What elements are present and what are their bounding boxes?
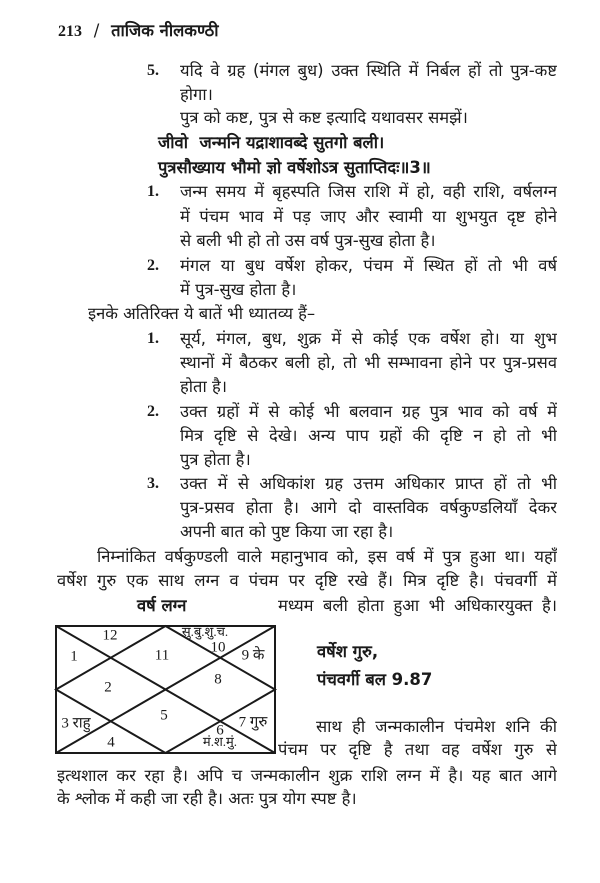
text-line: अपनी बात को पुष्ट किया जा रहा है। <box>180 522 394 541</box>
text-line: यदि वे ग्रह (मंगल बुध) उक्त स्थिति में निर्बल हों तो पुत्र-कष्ट <box>180 61 557 80</box>
header-separator: / <box>93 21 100 40</box>
house-8: 8 <box>214 671 222 688</box>
verse-line: जीवो जन्मनि यद्राशावब्दे सुतगो बली। <box>158 133 385 152</box>
chart-title: वर्ष लग्न <box>137 596 187 615</box>
note-line: पुत्र को कष्ट, पुत्र से कष्ट इत्यादि यथावसर समझें। <box>180 108 468 127</box>
item-number: 2. <box>147 257 159 274</box>
house-4: 4 <box>107 734 115 751</box>
item-number: 1. <box>147 330 159 347</box>
house-5: 5 <box>160 707 168 724</box>
text-line: उक्त में से अधिकांश ग्रह उत्तम अधिकार प्राप्त हों तो भी <box>180 474 557 493</box>
text-line: के श्लोक में कही जा रही है। अतः पुत्र योग स्पष्ट है। <box>57 789 357 808</box>
text-line: सूर्य, मंगल, बुध, शुक्र में से कोई एक वर्षेश हो। या शुभ <box>180 329 557 348</box>
text-line: स्थानों में बैठकर बली हो, तो भी सम्भावना होने पर पुत्र-प्रसव <box>180 353 557 372</box>
item-number: 1. <box>147 183 159 200</box>
side-note-line: वर्षेश गुरु, <box>317 642 379 661</box>
house-6-planets: मं.श.मुं. <box>202 733 238 749</box>
text-line: में पुत्र-सुख होता है। <box>180 280 297 299</box>
text-line: उक्त ग्रहों में से कोई भी बलवान ग्रह पुत्र भाव को वर्ष में <box>180 402 557 421</box>
text-line: इत्थशाल कर रहा है। अपि च जन्मकालीन शुक्र राशि लग्न में है। यह बात आगे <box>57 766 557 785</box>
house-11: 11 <box>154 647 170 664</box>
house-12: 12 <box>102 627 118 644</box>
side-note-line: पंचवर्गी बल 9.87 <box>317 670 433 689</box>
item-number: 3. <box>147 475 159 492</box>
text-line: वर्षेश गुरु एक साथ लग्न व पंचम पर दृष्टि रखे हैं। मित्र दृष्टि है। पंचवर्गी में <box>57 571 557 590</box>
text-line: साथ ही जन्मकालीन पंचमेश शनि की <box>316 717 557 736</box>
book-title: ताजिक नीलकण्ठी <box>111 21 219 40</box>
text-line: मध्यम बली होता हुआ भी अधिकारयुक्त है। <box>278 596 557 615</box>
text-line: निम्नांकित वर्षकुण्डली वाले महानुभाव को, इस वर्ष में पुत्र हुआ था। यहाँ <box>97 547 557 566</box>
text-line: होगा। <box>180 85 213 104</box>
text-line: होता है। <box>180 377 227 396</box>
house-10: 10 <box>210 639 226 656</box>
house-10-planets: सु.बु.शु.चं. <box>181 623 229 639</box>
house-7: 7 गुरु <box>238 714 268 731</box>
house-9: 9 के <box>241 647 265 664</box>
house-1: 1 <box>70 648 78 665</box>
verse-line: पुत्रसौख्याय भौमो ज्ञो वर्षेशोऽत्र सुताप्तिदः॥3॥ <box>158 158 431 177</box>
text-line: पुत्र होता है। <box>180 450 251 469</box>
item-number: 2. <box>147 403 159 420</box>
house-3: 3 राहु <box>61 715 91 732</box>
text-line: पुत्र-प्रसव होता है। आगे दो वास्तविक वर्षकुण्डलियाँ देकर <box>180 498 557 517</box>
page-number: 213 <box>58 23 82 40</box>
text-line: मंगल या बुध वर्षेश होकर, पंचम में स्थित हों तो भी वर्ष <box>180 256 557 275</box>
text-line: में पंचम भाव में पड़ जाए और स्वामी या शुभयुत दृष्ट होने <box>180 207 557 226</box>
intro-line: इनके अतिरिक्त ये बातें भी ध्यातव्य हैं– <box>88 304 316 323</box>
house-6: 6 <box>216 722 224 739</box>
text-line: जन्म समय में बृहस्पति जिस राशि में हो, वही राशि, वर्षलग्न <box>180 182 557 201</box>
text-line: मित्र दृष्टि से देखे। अन्य पाप ग्रहों की दृष्टि न हो तो भी <box>180 426 557 445</box>
text-line: से बली भी हो तो उस वर्ष पुत्र-सुख होता है। <box>180 231 436 250</box>
house-2: 2 <box>104 679 112 696</box>
text-line: पंचम पर दृष्टि है तथा वह वर्षेश गुरु से <box>278 740 557 759</box>
item-number: 5. <box>147 62 159 79</box>
